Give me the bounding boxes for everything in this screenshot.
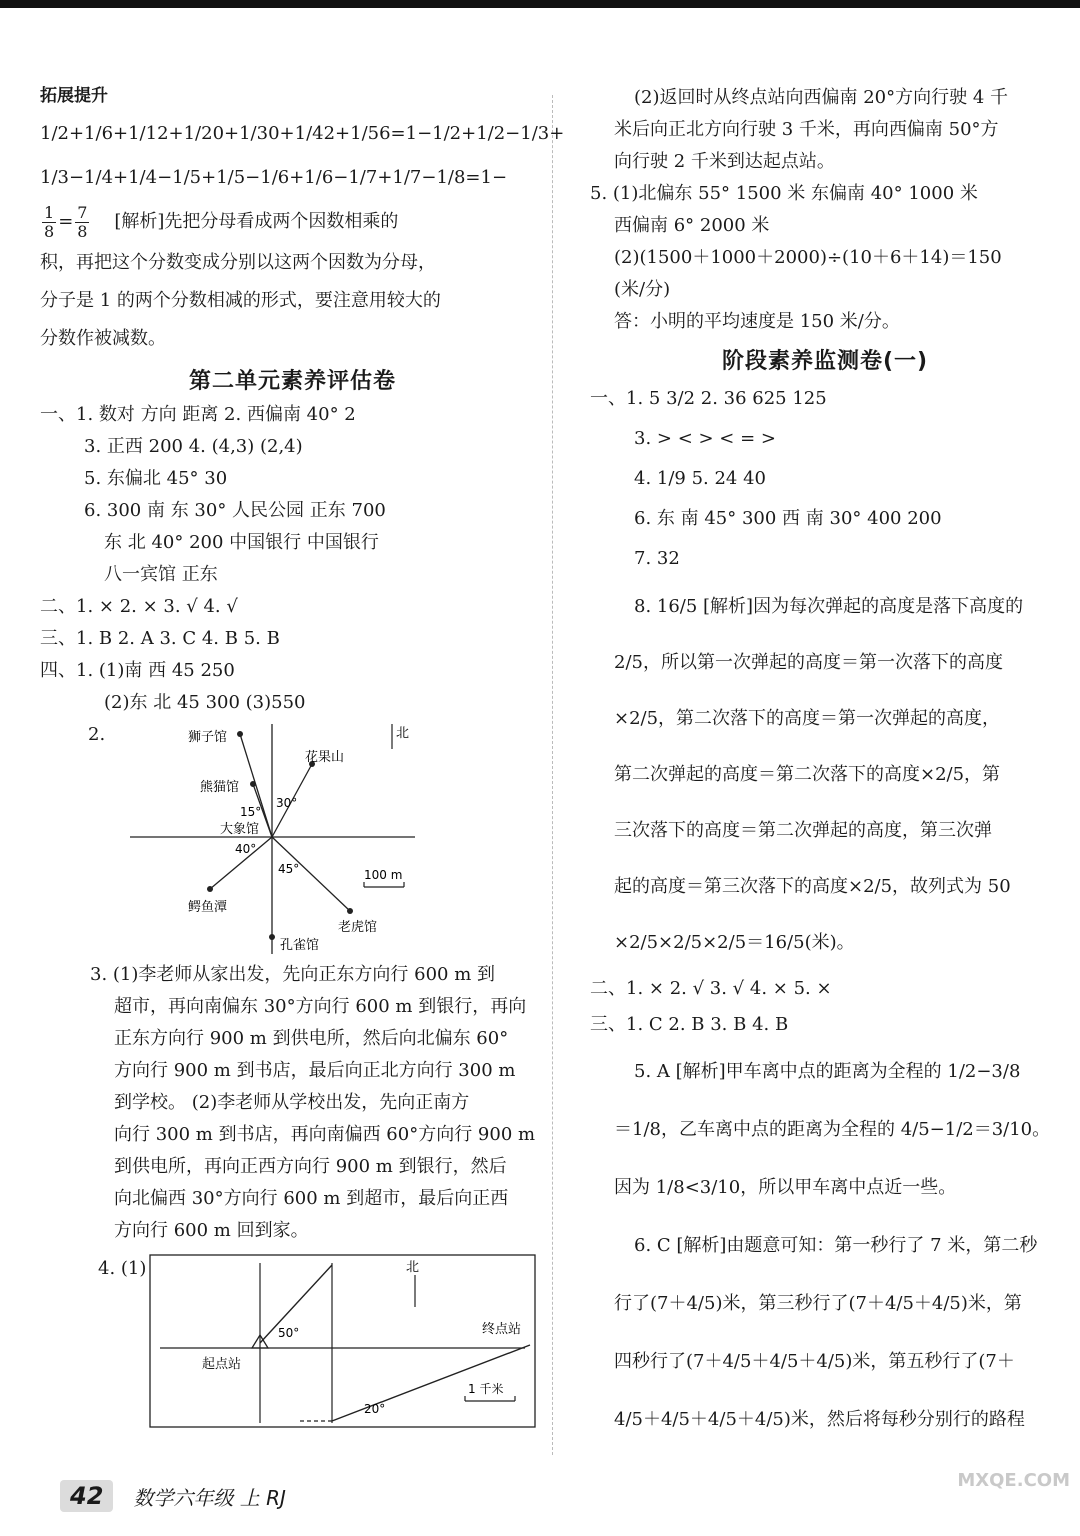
expand-title: 拓展提升 <box>40 86 108 106</box>
bus-route-map <box>140 1253 540 1433</box>
fraction: $\frac{1}{8}$ <box>44 202 55 241</box>
answer-line: 3. (1)李老师从家出发，先向正东方向行 600 m 到 <box>90 964 495 985</box>
answer-line: 二、1. × 2. × 3. √ 4. √ <box>40 596 238 617</box>
angle-20: 20° <box>364 1402 386 1416</box>
answer-line: 东 北 40° 200 中国银行 中国银行 <box>104 532 379 553</box>
map-label-croc: 鳄鱼潭 <box>188 900 228 915</box>
angle-40: 40° <box>235 842 257 856</box>
unit2-title: 第二单元素养评估卷 <box>188 369 396 394</box>
answer-line: 3. > < > < = > <box>634 428 776 449</box>
angle-30: 30° <box>276 796 298 810</box>
answer-line: 向北偏西 30°方向行 600 m 到超市，最后向正西 <box>114 1188 509 1209</box>
answer-line: 一、1. 数对 方向 距离 2. 西偏南 40° 2 <box>40 404 356 425</box>
column-divider <box>552 95 553 1455</box>
angle-15: 15° <box>240 805 262 819</box>
map-label-lion: 狮子馆 <box>188 730 228 745</box>
map-zoo <box>40 719 545 959</box>
explanation-line: 积，再把这个分数变成分别以这两个因数为分母， <box>40 252 436 273</box>
answer-line: 5. 东偏北 45° 30 <box>84 468 228 489</box>
top-border <box>0 0 1080 8</box>
footer-text: 数学六年级 上 RJ <box>133 1485 286 1510</box>
answer-line: 因为 1/8<3/10，所以甲车离中点近一些。 <box>614 1177 957 1198</box>
answer-line: 方向行 900 m 到书店，最后向正北方向行 300 m <box>114 1060 516 1081</box>
item-number: 4. (1) <box>98 1258 147 1279</box>
answer-line: 方向行 600 m 回到家。 <box>114 1220 309 1241</box>
answer-line: 四、1. (1)南 西 45 250 <box>40 660 235 681</box>
equation-line-2: 1/3−1/4+1/4−1/5+1/5−1/6+1/6−1/7+1/7−1/8=1− <box>40 167 508 188</box>
fraction: $\frac{7}{8}$ <box>77 202 88 241</box>
map-label-tiger: 老虎馆 <box>338 920 378 935</box>
explanation-start: [解析]先把分母看成两个因数相乘的 <box>114 211 399 232</box>
map-bus-route <box>40 1253 545 1433</box>
map-label-peacock: 孔雀馆 <box>280 938 320 953</box>
stage-title: 阶段素养监测卷(一) <box>721 349 929 374</box>
explanation-line: 分数作被减数。 <box>40 328 166 349</box>
map-label-panda: 熊猫馆 <box>200 780 240 795</box>
answer-line: 4. 1/9 5. 24 40 <box>634 468 767 489</box>
scale-label: 1 千米 <box>468 1382 504 1396</box>
answer-line: 6. C [解析]由题意可知：第一秒行了 7 米，第二秒 <box>634 1235 1038 1256</box>
answer-line: 6. 东 南 45° 300 西 南 30° 400 200 <box>634 508 942 529</box>
answer-line: 到供电所，再向正西方向行 900 m 到银行，然后 <box>114 1156 507 1177</box>
answer-line: (米/分) <box>614 279 671 300</box>
equation-line-1: 1/2+1/6+1/12+1/20+1/30+1/42+1/56=1−1/2+1/2−1/3+ <box>40 123 565 144</box>
answer-line: 三、1. C 2. B 3. B 4. B <box>590 1014 789 1035</box>
answer-line: 行了(7＋4/5)米，第三秒行了(7＋4/5＋4/5)米，第 <box>614 1293 1022 1314</box>
answer-line: 三、1. B 2. A 3. C 4. B 5. B <box>40 628 280 649</box>
answer-line: 6. 300 南 东 30° 人民公园 正东 700 <box>84 500 386 521</box>
scale-label: 100 m <box>364 868 403 882</box>
angle-45: 45° <box>278 862 300 876</box>
answer-line: 8. 16/5 [解析]因为每次弹起的高度是落下高度的 <box>634 596 1024 617</box>
item-number: 2. <box>88 724 106 745</box>
answer-line: (2)东 北 45 300 (3)550 <box>104 692 306 713</box>
answer-line: 答：小明的平均速度是 150 米/分。 <box>614 311 900 332</box>
answer-line: ×2/5×2/5×2/5＝16/5(米)。 <box>614 932 855 953</box>
answer-line: 5. A [解析]甲车离中点的距离为全程的 1/2−3/8 <box>634 1061 1021 1082</box>
start-station-label: 起点站 <box>202 1357 242 1372</box>
answer-line: 超市，再向南偏东 30°方向行 600 m 到银行，再向 <box>114 996 527 1017</box>
page-footer <box>60 1478 286 1514</box>
answer-line: 二、1. × 2. √ 3. √ 4. × 5. × <box>590 978 832 999</box>
north-label: 北 <box>396 726 410 741</box>
answer-line: 三次落下的高度＝第二次弹起的高度，第三次弹 <box>614 820 992 841</box>
answer-line: 2/5，所以第一次弹起的高度＝第一次落下的高度 <box>614 652 1003 673</box>
answer-line: 向行 300 m 到书店，再向南偏西 60°方向行 900 m <box>114 1124 536 1145</box>
angle-50: 50° <box>278 1326 300 1340</box>
answer-line: ＝1/8，乙车离中点的距离为全程的 4/5−1/2＝3/10。 <box>614 1119 1051 1140</box>
answer-line: 向行驶 2 千米到达起点站。 <box>614 151 835 172</box>
end-station-label: 终点站 <box>482 1322 522 1337</box>
answer-line: 5. (1)北偏东 55° 1500 米 东偏南 40° 1000 米 <box>590 183 978 204</box>
page-number: 42 <box>60 1480 113 1512</box>
answer-line: 一、1. 5 3/2 2. 36 625 125 <box>590 388 827 409</box>
answer-line: 西偏南 6° 2000 米 <box>614 215 770 236</box>
left-column: 拓展提升 1/2+1/6+1/12+1/20+1/30+1/42+1/56=1−1/2+1/2−1/3+ 1/3−1/4+1/4−1/5+1/5−1/6+1/6−1/7+1/7−1/8=1− $\frac{1}{8}$ = $\frac{7}{8}$ [解析]先把分母看成两个因数相乘的 积，再把这个分数变成分别以这两个因数为分母， 分子是 1 的两个分数相减的形式，要注意用较大的 分数作被减数。 第二单元素养评估卷 一、1. 数对 方向 距离 2. 西偏南 40° 2 3. 正西 200 4. (4,3) (2,4) 5. 东偏北 45° 30 6. 300 南 东 30° 人民公园 正东 700 东 北 40° 200 中国银行 中国银行 八一宾馆 正东 二、1. × 2. × 3. √ 4. √ 三、1. B 2. A 3. C 4. B 5. B 四、1. (1)南 西 45 250 (2)东 北 45 300 (3)550 2. 北 狮子馆 花果山 熊猫馆 30° 15° 大象馆 40° 45° 鳄鱼潭 老虎馆 孔雀馆 100 m 3. (1)李老师从家出发，先向正东方向行 600 m 到 超市，再向南偏东 30°方向行 600 m 到银行，再向 正东方向行 900 m 到供电所，然后向北偏东 60° 方向行 900 m 到书店，最后向正北方向行 300 m 到学校。 (2)李老师从学校出发，先向正南方 向行 300 m 到书店，再向南偏西 60°方向行 900 m 到供电所，再向正西方向行 900 m 到银行，然后 向北偏西 30°方向行 600 m 到超市，最后向正西 方向行 600 m 回到家。 4. (1) 北 50° 起点站 终点站 20° 1 千米 <box>40 80 545 1433</box>
map-label-fruit: 花果山 <box>305 750 345 765</box>
answer-line: 正东方向行 900 m 到供电所，然后向北偏东 60° <box>114 1028 509 1049</box>
answer-line: 八一宾馆 正东 <box>104 564 218 585</box>
watermark: MXQE.COM <box>957 1470 1070 1491</box>
answer-line: (2)返回时从终点站向西偏南 20°方向行驶 4 千 <box>634 87 1009 108</box>
answer-line: (2)(1500＋1000＋2000)÷(10＋6＋14)＝150 <box>614 247 1002 268</box>
answer-line: ×2/5，第二次落下的高度＝第一次弹起的高度， <box>614 708 1001 729</box>
answer-line: 7. 32 <box>634 548 680 569</box>
answer-line: 4/5＋4/5＋4/5＋4/5)米，然后将每秒分别行的路程 <box>614 1409 1025 1430</box>
north-label: 北 <box>406 1260 420 1275</box>
answer-line: 四秒行了(7＋4/5＋4/5＋4/5)米，第五秒行了(7＋ <box>614 1351 1015 1372</box>
right-column <box>590 82 1060 1449</box>
answer-line: 到学校。 (2)李老师从学校出发，先向正南方 <box>114 1092 470 1113</box>
zoo-direction-map <box>100 719 540 959</box>
map-label-elephant: 大象馆 <box>220 822 260 837</box>
answer-line: 起的高度＝第三次落下的高度×2/5，故列式为 50 <box>614 876 1011 897</box>
answer-line: 米后向正北方向行驶 3 千米，再向西偏南 50°方 <box>614 119 999 140</box>
answer-line: 3. 正西 200 4. (4,3) (2,4) <box>84 436 303 457</box>
answer-line: 第二次弹起的高度＝第二次落下的高度×2/5，第 <box>614 764 1001 785</box>
explanation-line: 分子是 1 的两个分数相减的形式，要注意用较大的 <box>40 290 441 311</box>
